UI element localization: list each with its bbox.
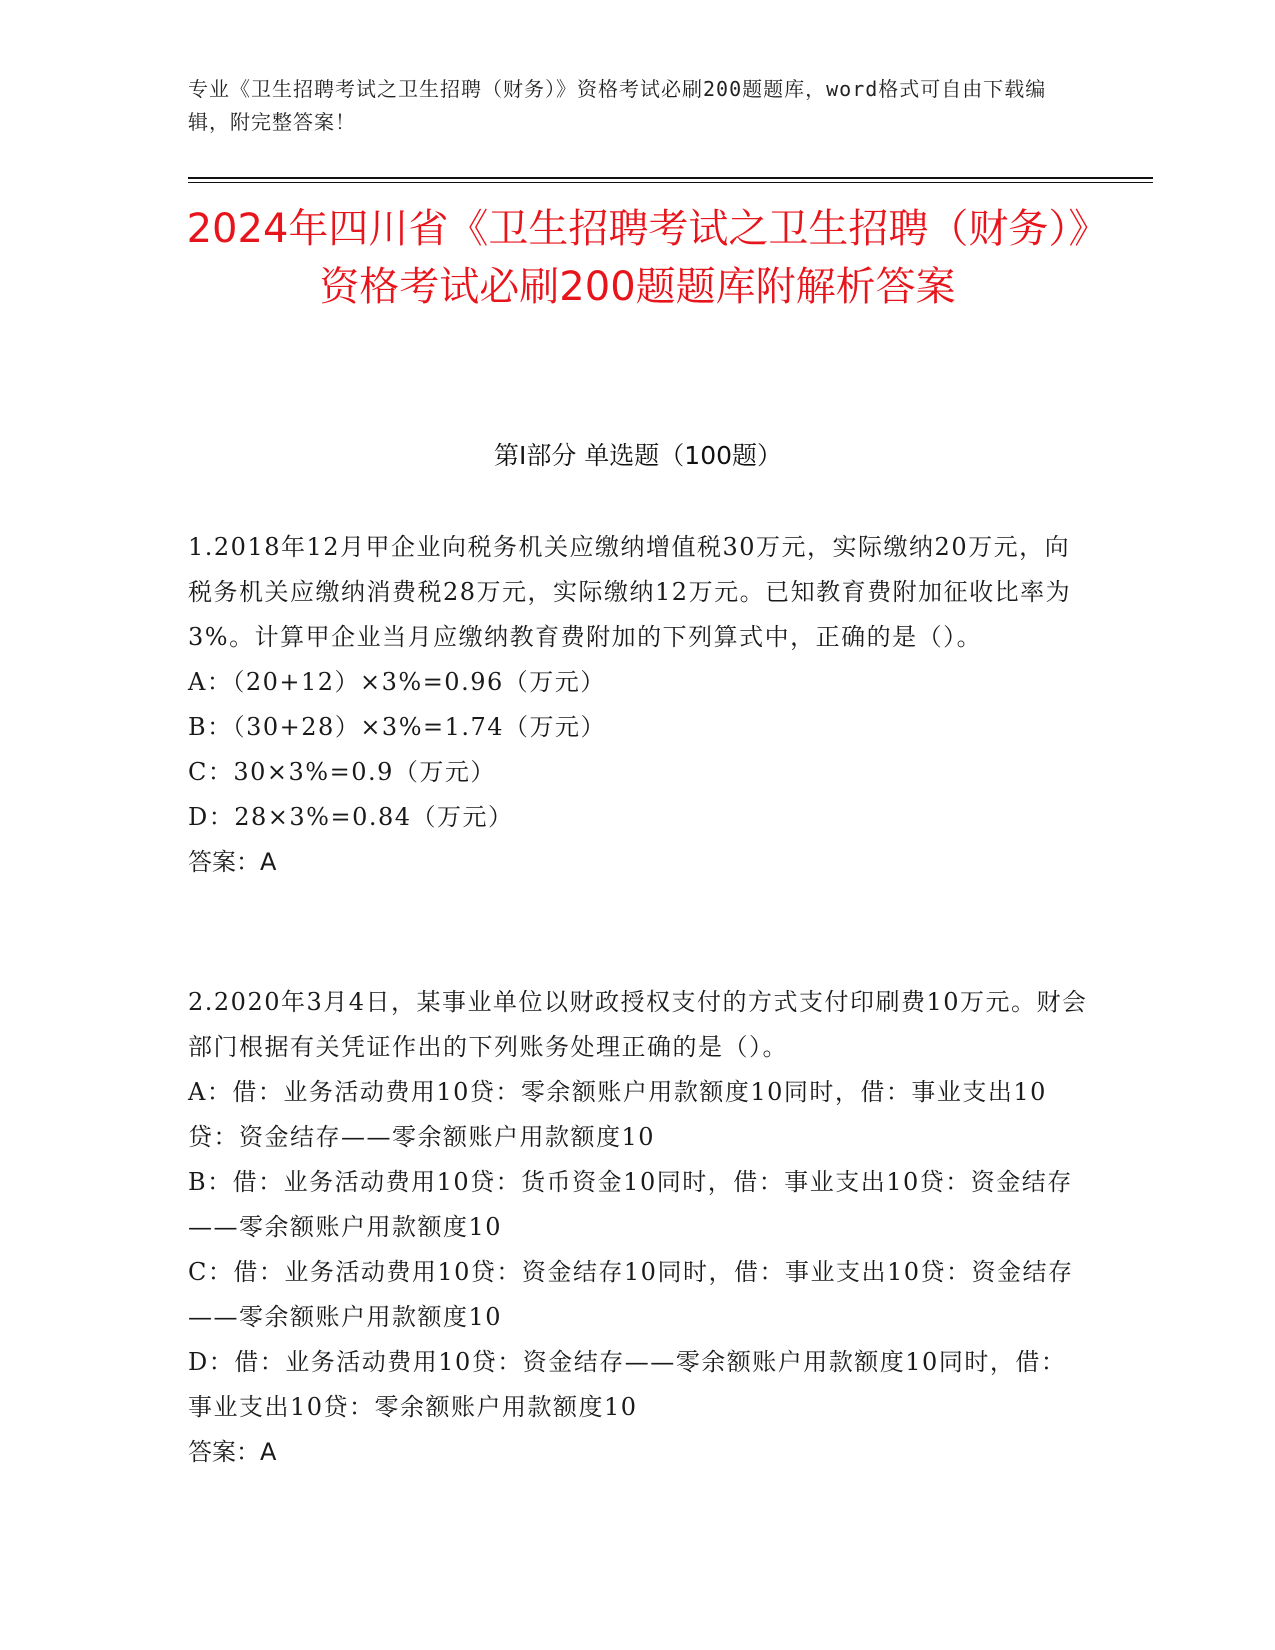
question-stem: 1.2018年12月甲企业向税务机关应缴纳增值税30万元，实际缴纳20万元，向税务机关应缴纳消费税28万元，实际缴纳12万元。已知教育费附加征收比率为3%。计算甲企业当月应缴纳教育费附加的下列算式中，正确的是（）。 — [188, 533, 1072, 651]
question-1 — [188, 525, 1088, 885]
answer: 答案：A — [188, 1438, 277, 1466]
option-d: D：28×3%=0.84（万元） — [188, 803, 514, 831]
option-b: B：借：业务活动费用10贷：货币资金10同时，借：事业支出10贷：资金结存——零余额账户用款额度10 — [188, 1168, 1073, 1241]
option-b: B：（30+28）×3%=1.74（万元） — [188, 713, 607, 741]
option-c: C：借：业务活动费用10贷：资金结存10同时，借：事业支出10贷：资金结存——零余额账户用款额度10 — [188, 1258, 1074, 1331]
option-d: D：借：业务活动费用10贷：资金结存——零余额账户用款额度10同时，借：事业支出10贷：零余额账户用款额度10 — [188, 1348, 1067, 1421]
document-title: 2024年四川省《卫生招聘考试之卫生招聘（财务）》资格考试必刷200题题库附解析答案 — [186, 206, 1089, 310]
answer: 答案：A — [188, 848, 277, 876]
question-2 — [188, 980, 1088, 1475]
option-a: A：借：业务活动费用10贷：零余额账户用款额度10同时，借：事业支出10贷：资金结存——零余额账户用款额度10 — [188, 1078, 1047, 1151]
header-divider-thin — [188, 182, 1153, 183]
option-a: A：（20+12）×3%=0.96（万元） — [188, 668, 606, 696]
header-note: 专业《卫生招聘考试之卫生招聘（财务）》资格考试必刷200题题库，word格式可自由下载编辑，附完整答案！ — [188, 77, 1047, 134]
section-title: 第I部分 单选题（100题） — [493, 441, 783, 470]
question-stem: 2.2020年3月4日，某事业单位以财政授权支付的方式支付印刷费10万元。财会部门根据有关凭证作出的下列账务处理正确的是（）。 — [188, 988, 1088, 1061]
option-c: C：30×3%=0.9（万元） — [188, 758, 496, 786]
header-divider-thick — [188, 177, 1153, 179]
